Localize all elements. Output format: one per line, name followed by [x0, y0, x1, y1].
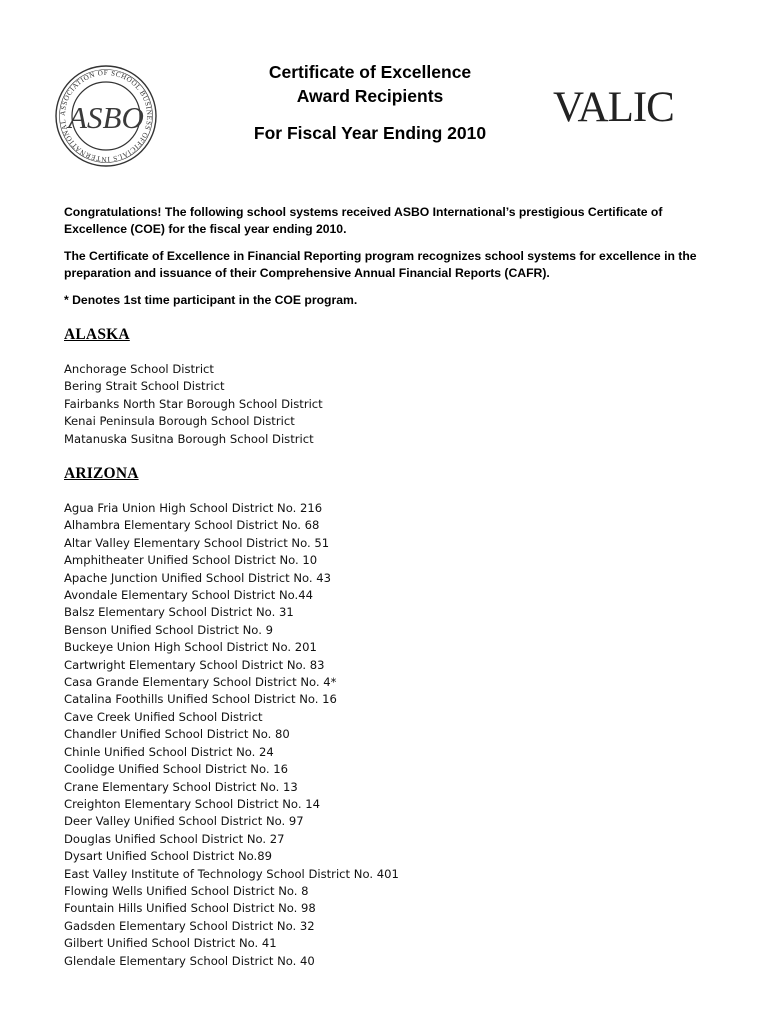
seal-ring-text: ASSOCIATION OF SCHOOL BUSINESS OFFICIALS INTERNATIONAL [58, 68, 154, 164]
district-item: Casa Grande Elementary School District No. 4* [64, 675, 337, 690]
district-item: Fairbanks North Star Borough School District [64, 396, 323, 411]
district-item: Alhambra Elementary School District No. 68 [64, 518, 320, 533]
state-heading-alaska: ALASKA [64, 326, 130, 343]
district-item: Flowing Wells Unified School District No. 8 [64, 883, 309, 898]
district-item: Creighton Elementary School District No. 14 [64, 796, 320, 811]
district-item: Crane Elementary School District No. 13 [64, 779, 298, 794]
district-item: Glendale Elementary School District No. 40 [64, 953, 315, 968]
district-item: Anchorage School District [64, 362, 214, 376]
district-item: Bering Strait School District [64, 379, 225, 394]
district-item: Douglas Unified School District No. 27 [64, 831, 285, 846]
congratulations-paragraph: Congratulations! The following school systems received ASBO International’s prestigious Certificate of Excellence (COE) for the fiscal year ending 2010. [64, 205, 663, 236]
district-item: Gadsden Elementary School District No. 32 [64, 918, 315, 933]
district-item: Kenai Peninsula Borough School District [64, 414, 295, 429]
asbo-seal-logo [54, 64, 158, 168]
district-item: Dysart Unified School District No.89 [64, 849, 272, 864]
seal-monogram: ASBO [68, 100, 144, 135]
district-item: Buckeye Union High School District No. 201 [64, 640, 317, 655]
title-block [232, 60, 508, 145]
district-item: Amphitheater Unified School District No. 10 [64, 553, 318, 568]
district-item: Matanuska Susitna Borough School District [64, 431, 314, 446]
first-time-note: * Denotes 1st time participant in the COE program. [64, 293, 358, 307]
district-item: Balsz Elementary School District No. 31 [64, 605, 294, 620]
valic-logo: VALIC [553, 84, 674, 131]
district-item: Chinle Unified School District No. 24 [64, 744, 274, 759]
alaska-district-list [64, 361, 323, 448]
district-item: Avondale Elementary School District No.44 [64, 588, 313, 603]
district-item: Cave Creek Unified School District [64, 709, 263, 724]
district-item: Gilbert Unified School District No. 41 [64, 936, 277, 951]
district-item: Altar Valley Elementary School District No. 51 [64, 535, 330, 550]
district-item: Coolidge Unified School District No. 16 [64, 762, 288, 777]
district-item: Catalina Foothills Unified School District No. 16 [64, 692, 337, 707]
district-item: Agua Fria Union High School District No. 216 [64, 501, 323, 515]
district-item: Cartwright Elementary School District No. 83 [64, 657, 325, 672]
page-title: Certificate of Excellence [268, 62, 472, 82]
district-item: Apache Junction Unified School District No. 43 [64, 570, 332, 585]
district-item: Chandler Unified School District No. 80 [64, 727, 290, 742]
district-item: East Valley Institute of Technology School District No. 401 [64, 866, 399, 881]
arizona-district-list [64, 500, 399, 970]
fiscal-year-heading: For Fiscal Year Ending 2010 [253, 123, 487, 143]
district-item: Fountain Hills Unified School District No. 98 [64, 901, 316, 916]
state-heading-arizona: ARIZONA [64, 465, 139, 482]
district-item: Deer Valley Unified School District No. 97 [64, 814, 304, 829]
program-description-paragraph: The Certificate of Excellence in Financial Reporting program recognizes school systems for excellence in the preparation and issuance of their Comprehensive Annual Financial Reports (CAFR). [64, 249, 697, 280]
district-item: Benson Unified School District No. 9 [64, 622, 273, 637]
page-subtitle: Award Recipients [296, 86, 444, 106]
